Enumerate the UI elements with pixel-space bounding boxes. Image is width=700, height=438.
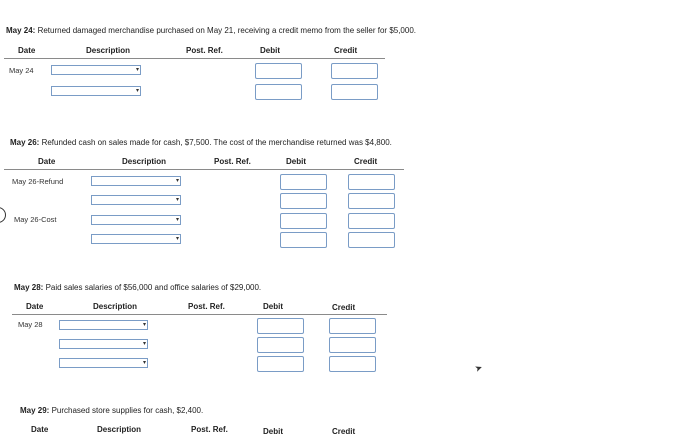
row-date-label: May 24 [9,66,34,75]
debit-input[interactable] [257,356,304,372]
debit-input[interactable] [257,337,304,353]
col-debit: Debit [263,302,283,311]
credit-input[interactable] [329,356,376,372]
col-date: Date [18,46,36,55]
account-dropdown[interactable] [51,65,141,75]
account-dropdown[interactable] [91,176,181,186]
col-post-ref: Post. Ref. [214,157,251,166]
credit-input[interactable] [348,174,395,190]
col-credit: Credit [354,157,378,166]
debit-input[interactable] [255,84,302,100]
header-divider [4,169,404,170]
chevron-down-icon: ▾ [142,322,146,328]
debit-input[interactable] [257,318,304,334]
col-credit: Credit [332,427,356,436]
account-dropdown[interactable] [59,339,148,349]
account-dropdown[interactable] [91,195,181,205]
col-post-ref: Post. Ref. [188,302,225,311]
account-dropdown[interactable] [91,234,181,244]
chevron-down-icon: ▾ [142,360,146,366]
row-date-label: May 26-Refund [12,177,64,186]
header-divider [12,314,387,315]
row-date-label: May 26-Cost [14,215,57,224]
col-description: Description [93,302,138,311]
account-dropdown[interactable] [51,86,141,96]
credit-input[interactable] [329,318,376,334]
credit-input[interactable] [348,193,395,209]
row-date-label: May 28 [18,320,43,329]
header-divider [4,58,385,59]
chevron-down-icon: ▾ [175,178,179,184]
chevron-down-icon: ▾ [175,197,179,203]
credit-input[interactable] [331,63,378,79]
col-description: Description [122,157,167,166]
col-description: Description [97,425,142,434]
credit-input[interactable] [348,213,395,229]
debit-input[interactable] [280,174,327,190]
credit-input[interactable] [331,84,378,100]
prompt-may28: May 28: Paid sales salaries of $56,000 and office salaries of $29,000. [14,283,262,292]
col-credit: Credit [334,46,358,55]
credit-input[interactable] [329,337,376,353]
prompt-may26: May 26: Refunded cash on sales made for cash, $7,500. The cost of the merchandise returned was $4,800. [10,138,392,147]
col-description: Description [86,46,131,55]
account-dropdown[interactable] [91,215,181,225]
col-date: Date [26,302,44,311]
prompt-may24: May 24: Returned damaged merchandise purchased on May 21, receiving a credit memo from the seller for $5,000. [6,26,417,35]
col-credit: Credit [332,303,356,312]
chevron-down-icon: ▾ [175,217,179,223]
chevron-down-icon: ▾ [142,341,146,347]
mouse-cursor-icon: ➤ [473,362,484,375]
debit-input[interactable] [280,232,327,248]
col-date: Date [31,425,49,434]
col-debit: Debit [286,157,306,166]
debit-input[interactable] [255,63,302,79]
col-debit: Debit [260,46,280,55]
account-dropdown[interactable] [59,320,148,330]
selection-marker-icon [0,207,6,223]
prompt-may29: May 29: Purchased store supplies for cash, $2,400. [20,406,204,415]
account-dropdown[interactable] [59,358,148,368]
col-post-ref: Post. Ref. [186,46,223,55]
chevron-down-icon: ▾ [135,88,139,94]
col-date: Date [38,157,56,166]
chevron-down-icon: ▾ [135,67,139,73]
chevron-down-icon: ▾ [175,236,179,242]
col-debit: Debit [263,427,283,436]
credit-input[interactable] [348,232,395,248]
debit-input[interactable] [280,193,327,209]
col-post-ref: Post. Ref. [191,425,228,434]
debit-input[interactable] [280,213,327,229]
